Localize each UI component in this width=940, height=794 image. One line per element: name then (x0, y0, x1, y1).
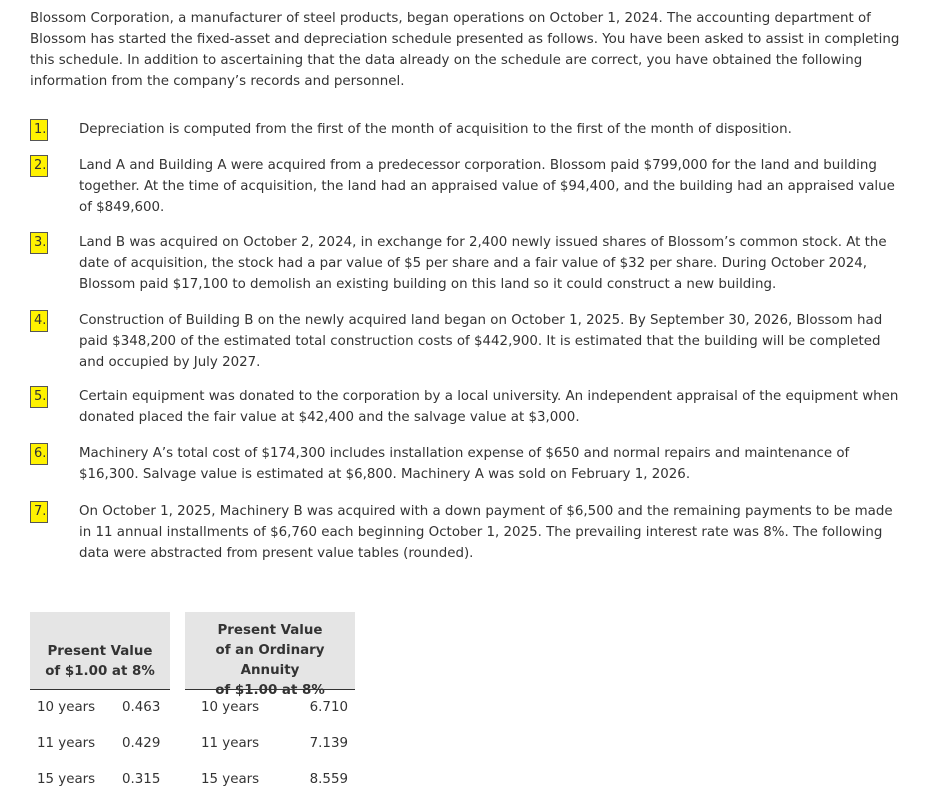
item-number-badge: 4. (30, 310, 48, 332)
table-row (30, 770, 355, 790)
table-row (30, 734, 355, 754)
item-number-badge: 1. (30, 119, 48, 141)
item-text: Machinery A’s total cost of $174,300 includes installation expense of $650 and normal repairs and maintenance of $16,300. Salvage value is estimated at $6,800. Machinery A was sold on February 1, 2026. (79, 446, 850, 482)
item-text: Construction of Building B on the newly acquired land began on October 1, 2025. By September 30, 2026, Blossom had paid $348,200 of the estimated total construction costs of $442,900. It is estimated that the building will be completed and occupied by July 2027. (79, 313, 883, 370)
annuity-header-line: of an Ordinary Annuity (215, 643, 325, 678)
annuity-period: 11 years (201, 736, 260, 751)
annuity-value: 6.710 (309, 700, 348, 715)
pv-value: 0.463 (122, 700, 161, 715)
annuity-period: 10 years (201, 700, 260, 715)
pv-header-line: of $1.00 at 8% (45, 664, 155, 679)
item-number-badge: 3. (30, 232, 48, 254)
annuity-value: 7.139 (309, 736, 348, 751)
item-number-badge: 6. (30, 443, 48, 465)
item-number-badge: 5. (30, 386, 48, 408)
item-text: Land A and Building A were acquired from a predecessor corporation. Blossom paid $799,000 for the land and building together. At the time of acquisition, the land had an appraised value of $94,400, and the building had an appraised value of $849,600. (79, 158, 895, 215)
pv-period: 11 years (37, 736, 96, 751)
item-number-badge: 7. (30, 501, 48, 523)
annuity-period: 15 years (201, 772, 260, 787)
pv-column-header (30, 612, 170, 690)
item-text: Certain equipment was donated to the corporation by a local university. An independent appraisal of the equipment when donated placed the fair value at $42,400 and the salvage value at $3,000. (79, 389, 899, 425)
intro-paragraph: Blossom Corporation, a manufacturer of steel products, began operations on October 1, 2024. The accounting department of Blossom has started the fixed-asset and depreciation schedule presented as follows. You have been asked to assist in completing this schedule. In addition to ascertaining that the data already on the schedule are correct, you have obtained the following information from the company’s records and personnel. (30, 11, 900, 89)
item-text: On October 1, 2025, Machinery B was acquired with a down payment of $6,500 and the remaining payments to be made in 11 annual installments of $6,760 each beginning October 1, 2025. The prevailing interest rate was 8%. The following data were abstracted from present value tables (rounded). (79, 504, 893, 561)
pv-header-line: Present Value (47, 644, 153, 659)
annuity-header-line: of $1.00 at 8% (215, 683, 325, 698)
annuity-value: 8.559 (309, 772, 348, 787)
item-text: Depreciation is computed from the first of the month of acquisition to the first of the month of disposition. (79, 122, 792, 137)
annuity-header-line: Present Value (217, 623, 323, 638)
annuity-column-header (185, 612, 355, 698)
pv-period: 10 years (37, 700, 96, 715)
pv-value: 0.429 (122, 736, 161, 751)
item-text: Land B was acquired on October 2, 2024, in exchange for 2,400 newly issued shares of Blossom’s common stock. At the date of acquisition, the stock had a par value of $5 per share and a fair value of $32 per share. During October 2024, Blossom paid $17,100 to demolish an existing building on this land so it could construct a new building. (79, 235, 887, 292)
table-row (30, 698, 355, 718)
pv-period: 15 years (37, 772, 96, 787)
pv-value: 0.315 (122, 772, 161, 787)
item-number-badge: 2. (30, 155, 48, 177)
